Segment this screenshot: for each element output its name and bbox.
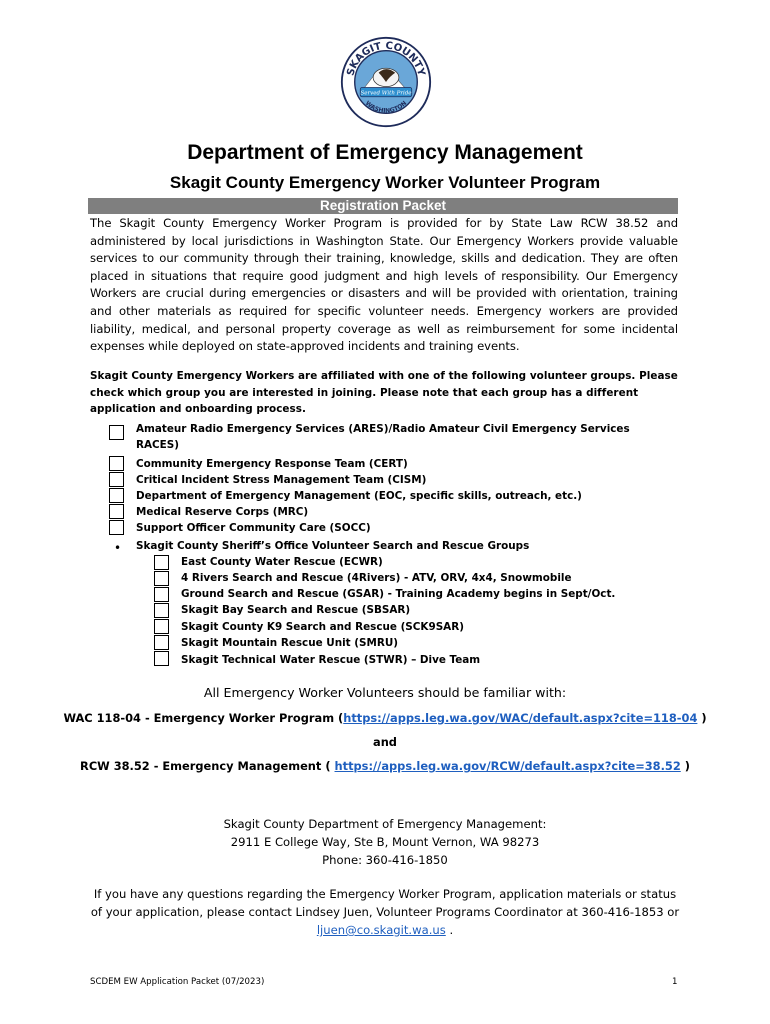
wac-suffix: ) [697, 711, 707, 725]
address-org: Skagit County Department of Emergency Management: [223, 817, 547, 831]
checkbox-dem-eoc[interactable] [109, 488, 124, 503]
checkbox-sbsar[interactable] [154, 603, 169, 618]
checkbox-smru[interactable] [154, 635, 169, 650]
group-label-cism: Critical Incident Stress Management Team (CISM) [136, 474, 427, 486]
footer-document-id: SCDEM EW Application Packet (07/2023) [90, 977, 265, 987]
questions-end: . [445, 923, 454, 937]
address-phone: Phone: 360-416-1850 [322, 853, 448, 867]
questions-paragraph [90, 885, 680, 939]
checkbox-stwr[interactable] [154, 651, 169, 666]
sar-label-gsar: Ground Search and Rescue (GSAR) - Training Academy begins in Sept/Oct. [181, 588, 616, 600]
rcw-reference [0, 759, 770, 773]
sar-label-4rivers: 4 Rivers Search and Rescue (4Rivers) - ATV, ORV, 4x4, Snowmobile [181, 572, 572, 584]
address-street: 2911 E College Way, Ste B, Mount Vernon, WA 98273 [230, 835, 540, 849]
checkbox-socc[interactable] [109, 520, 124, 535]
and-separator: and [373, 735, 397, 749]
checkbox-ares-races[interactable] [109, 425, 124, 440]
group-label-cert: Community Emergency Response Team (CERT) [136, 458, 408, 470]
intro-paragraph: The Skagit County Emergency Worker Program is provided for by State Law RCW 38.52 and administered by local jurisdictions in Washington State. Our Emergency Workers provide valuable services to our community through their training, knowledge, skills and dedication. They are often placed in situations that require good judgment and high levels of responsibility. Our Emergency Workers are crucial during emergencies or disasters and will be provided with orientation, training and other materials as required for specific volunteer needs. Emergency workers are provided liability, medical, and personal property coverage as well as reimbursement for some incidental expenses while deployed on state-approved incidents and training events. [90, 216, 678, 354]
checkbox-4rivers[interactable] [154, 571, 169, 586]
wac-link[interactable]: https://apps.leg.wa.gov/WAC/default.aspx?cite=118-04 [343, 711, 698, 725]
group-label-dem-eoc: Department of Emergency Management (EOC, specific skills, outreach, etc.) [136, 490, 582, 502]
rcw-link[interactable]: https://apps.leg.wa.gov/RCW/default.aspx?cite=38.52 [334, 759, 681, 773]
familiar-heading: All Emergency Worker Volunteers should be familiar with: [203, 685, 567, 700]
sar-label-stwr: Skagit Technical Water Rescue (STWR) – Dive Team [181, 654, 481, 666]
checkbox-ecwr[interactable] [154, 555, 169, 570]
footer-page-number: 1 [672, 977, 678, 987]
sar-label-sck9sar: Skagit County K9 Search and Rescue (SCK9SAR) [181, 621, 464, 633]
section-bar-registration-packet: Registration Packet [88, 198, 678, 214]
seal-motto: Served With Pride [360, 90, 412, 97]
wac-prefix: WAC 118-04 - Emergency Worker Program ( [63, 711, 344, 725]
questions-text: If you have any questions regarding the Emergency Worker Program, application materials or status of your application, please contact Lindsey Juen, Volunteer Programs Coordinator at 360-416-1853 or [90, 887, 680, 919]
checkbox-sck9sar[interactable] [154, 619, 169, 634]
checkbox-mrc[interactable] [109, 504, 124, 519]
bullet-icon: • [114, 541, 122, 555]
page-subtitle: Skagit County Emergency Worker Volunteer Program [169, 173, 601, 192]
page-title: Department of Emergency Management [187, 141, 583, 164]
seal-top-text: SKAGIT COUNTY [345, 40, 427, 78]
rcw-prefix: RCW 38.52 - Emergency Management ( [80, 759, 335, 773]
contact-email-link[interactable]: ljuen@co.skagit.wa.us [316, 923, 446, 937]
wac-reference [0, 711, 770, 725]
rcw-suffix: ) [680, 759, 690, 773]
sar-label-sbsar: Skagit Bay Search and Rescue (SBSAR) [181, 604, 411, 616]
checkbox-cism[interactable] [109, 472, 124, 487]
checkbox-gsar[interactable] [154, 587, 169, 602]
seal-bottom-text: WASHINGTON [363, 99, 409, 115]
sar-label-ecwr: East County Water Rescue (ECWR) [181, 556, 383, 568]
checkbox-cert[interactable] [109, 456, 124, 471]
affiliation-instructions: Skagit County Emergency Workers are affiliated with one of the following volunteer groups. Please check which group you are interested in joining. Please note that each group has a different application and onboarding process. [90, 370, 678, 415]
group-label-mrc: Medical Reserve Corps (MRC) [136, 506, 309, 518]
group-label-socc: Support Officer Community Care (SOCC) [136, 522, 371, 534]
skagit-county-seal [340, 36, 432, 128]
sar-label-smru: Skagit Mountain Rescue Unit (SMRU) [181, 637, 399, 649]
sheriff-sar-heading: Skagit County Sheriff’s Office Volunteer Search and Rescue Groups [136, 540, 530, 552]
group-label-ares-races: Amateur Radio Emergency Services (ARES)/Radio Amateur Civil Emergency Services RACES) [136, 423, 630, 452]
